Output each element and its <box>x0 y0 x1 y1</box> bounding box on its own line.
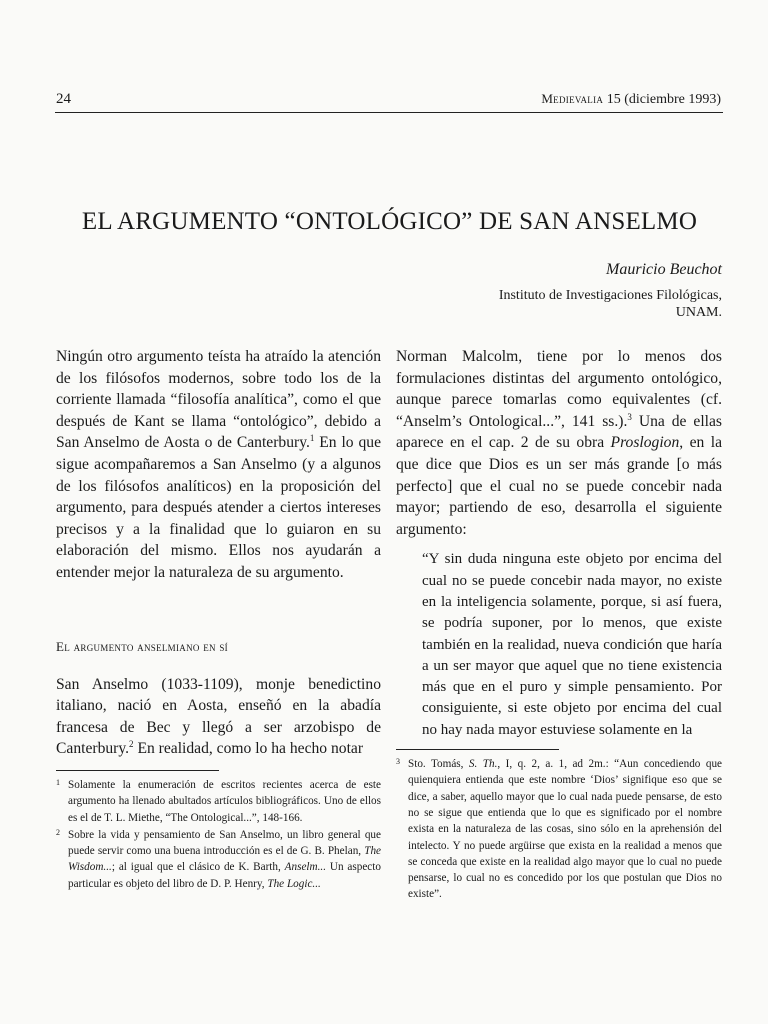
paragraph-text: Norman Malcolm, tiene por lo menos dos formulaciones distintas del argumento ontológico, aunque parece tomarlas como equivalentes (cf. “Anselm’s Ontological...”, 141 ss.). <box>396 348 722 430</box>
footnote-rule <box>56 770 219 771</box>
right-column <box>396 346 722 903</box>
footnote <box>56 777 381 826</box>
footnote-ref[interactable]: 1 <box>309 433 315 444</box>
cited-work: The Logic... <box>267 877 321 890</box>
cited-work: Proslogion <box>610 434 680 452</box>
footnote <box>396 756 722 903</box>
footnote-text: Sobre la vida y pensamiento de San Anselmo, un libro general que puede servir como una buena introducción es el de G. B. Phelan, <box>68 828 381 858</box>
page-number: 24 <box>56 91 71 107</box>
affiliation-line: Instituto de Investigaciones Filológicas, <box>498 288 722 303</box>
footnote-text: Solamente la enumeración de escritos recientes acerca de este argumento ha llenado abultados artículos bibliográficos. Uno de ellos es el de T. L. Miethe, “The Ontological...”, 148-166. <box>68 778 381 824</box>
footnote-ref[interactable]: 3 <box>627 411 632 422</box>
journal-issue: 15 (diciembre 1993) <box>606 92 721 107</box>
journal-name: Medievalia <box>541 91 604 106</box>
section-heading: El argumento anselmiano en sí <box>56 638 228 654</box>
running-header <box>541 91 721 108</box>
paragraph-text: Una de ellas aparece en el cap. 2 de su obra <box>396 412 722 452</box>
footnote-text: ; al igual que el clásico de K. Barth, <box>111 861 285 874</box>
footnote <box>56 827 381 892</box>
left-column <box>56 346 381 892</box>
paragraph-text: San Anselmo (1033-1109), monje benedictino italiano, nació en Aosta, enseñó en la abadía francesa de Bec y llegó a ser arzobispo de Canterbury. <box>56 675 381 758</box>
paragraph-text: En lo que sigue acompañaremos a San Anselmo (y a algunos de los filósofos analíticos) en la proposición del argumento, para después atender a ciertos intereses precisos y a la finalidad que lo guiaron en su elaboración del mismo. Ellos nos ayudarán a entender mejor la naturaleza de su argumento. <box>56 434 381 581</box>
body-paragraph <box>396 346 722 540</box>
footnote-text: , I, q. 2, a. 1, ad 2m.: “Aun concediendo que quienquiera entienda que este nombre ‘Dios’ signifique eso que se dice, a saber, aquello mayor que lo cual nada puede pensarse, de esto no se sigue que entienda que lo que es significado por el nombre exista en la naturaleza de las cosas, sino sólo en la aprehensión del intelecto. Y no puede argüirse que exista en la realidad a menos que se conceda que existe en la realidad algo mayor que lo cual no puede pensarse, lo cual no es concedido por los que postulan que Dios no existe”. <box>408 758 723 901</box>
body-paragraph <box>56 674 381 760</box>
author-name: Mauricio Beuchot <box>606 261 722 278</box>
block-quote: “Y sin duda ninguna este objeto por encima del cual no se puede concebir nada mayor, no existe en la inteligencia solamente, porque, si así fuera, se podría suponer, por lo menos, que existe también en la realidad, nueva condición que haría a un ser mayor que aquel que no tiene existencia más que en el puro y simple pensamiento. Por consiguiente, si este objeto por encima del cual no hay nada mayor estuviese solamente en la <box>422 551 722 738</box>
footnote-mark: 2 <box>56 827 60 837</box>
footnote-mark: 1 <box>56 777 60 787</box>
footnote-text: Sto. Tomás, <box>408 758 469 771</box>
paragraph-text: En realidad, como lo ha hecho notar <box>133 740 364 758</box>
footnote-ref[interactable]: 2 <box>129 739 134 750</box>
footnote-mark: 3 <box>396 757 400 767</box>
paragraph-text: Ningún otro argumento teísta ha atraído la atención de los filósofos modernos, sobre todo los de la corriente llamada “filosofía analítica”, como el que después de Kant se llama “ontológico”, debido a San Anselmo de Aosta o de Canterbury. <box>56 348 381 452</box>
paragraph-text: , en la que dice que Dios es un ser más grande [o más perfecto] que el cual no se puede concebir nada mayor; partiendo de eso, desarrolla el siguiente argumento: <box>396 434 722 538</box>
footnote-text: Un aspecto particular es objeto del libro de D. P. Henry, <box>68 861 381 890</box>
article-title: EL ARGUMENTO “ONTOLÓGICO” DE SAN ANSELMO <box>81 208 698 235</box>
cited-work: The Wisdom... <box>68 845 381 874</box>
author-affiliation <box>499 287 722 321</box>
body-paragraph <box>56 346 381 584</box>
cited-work: Anselm... <box>284 861 326 874</box>
affiliation-line: UNAM. <box>675 305 722 320</box>
cited-work: S. Th. <box>468 758 498 771</box>
footnote-rule <box>396 749 559 750</box>
header-rule <box>55 112 723 113</box>
